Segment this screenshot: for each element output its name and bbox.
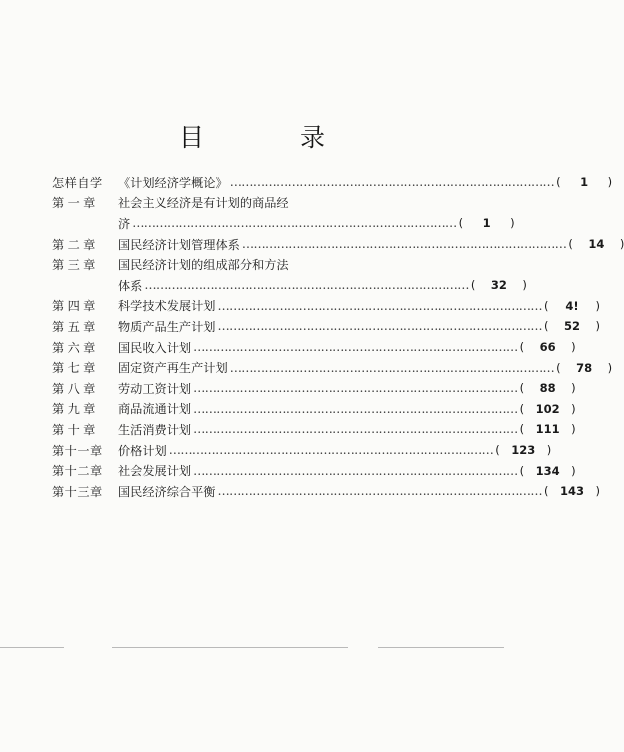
toc-entry-line — [52, 254, 374, 275]
page-paren-open: ( — [568, 237, 573, 252]
page-paren-open: ( — [543, 319, 549, 334]
toc-chapter-number: 第十三章 — [52, 484, 103, 499]
page-paren-close: ) — [595, 319, 600, 334]
toc-page-number — [520, 464, 576, 478]
page-paren-open: ( — [458, 216, 464, 231]
toc-chapter-title: 国民经济计划管理体系 — [118, 237, 240, 252]
toc-leader-dots: ………………………………………………………………………… — [217, 319, 542, 334]
toc-page-number — [568, 237, 624, 251]
toc-chapter-number: 第七章 — [52, 361, 99, 376]
toc-leader-dots: ………………………………………………………………………… — [193, 381, 518, 396]
page-number-value: 52 — [563, 319, 580, 334]
page-paren-open: ( — [519, 340, 525, 355]
page-paren-open: ( — [470, 278, 476, 293]
bottom-rule-right — [378, 647, 504, 648]
toc-entry[interactable] — [52, 419, 576, 440]
page-paren-close: ) — [571, 422, 576, 437]
toc-entry-line — [52, 481, 600, 502]
toc-chapter-title: 科学技术发展计划 — [118, 299, 216, 314]
page-paren-close: ) — [607, 175, 613, 190]
toc-chapter-title: 社会主义经济是有计划的商品经 — [118, 196, 289, 211]
toc-leader-dots: ………………………………………………………………………… — [217, 298, 542, 313]
toc-page-number — [556, 175, 612, 189]
toc-entry[interactable] — [52, 481, 600, 502]
toc-chapter-title: 国民经济综合平衡 — [118, 484, 216, 499]
page-paren-close: ) — [522, 278, 527, 293]
table-of-contents — [52, 172, 624, 502]
toc-entry[interactable] — [52, 399, 576, 420]
toc-entry[interactable] — [52, 316, 600, 337]
toc-chapter-number: 第二章 — [52, 237, 99, 252]
toc-entry-line — [52, 399, 576, 420]
toc-entry-line — [52, 172, 613, 193]
toc-chapter-number: 怎样自学 — [52, 175, 103, 190]
toc-entry-line — [52, 378, 576, 399]
toc-entry[interactable] — [52, 378, 576, 399]
toc-entry-line — [52, 337, 576, 358]
page-number-value: 66 — [539, 340, 556, 355]
page-paren-close: ) — [607, 360, 613, 375]
toc-entry-line — [52, 234, 624, 255]
toc-entry-line — [52, 296, 600, 317]
page-number-value: 111 — [535, 422, 560, 437]
toc-leader-dots: ………………………………………………………………………… — [193, 422, 518, 437]
toc-page-number — [520, 381, 576, 395]
page-paren-open: ( — [495, 443, 500, 458]
toc-leader-dots: ………………………………………………………………………… — [229, 175, 555, 190]
toc-chapter-number: 第十一章 — [52, 443, 103, 458]
page-number-value: 4! — [565, 298, 579, 313]
toc-entry[interactable] — [52, 172, 613, 193]
toc-chapter-title: 生活消费计划 — [118, 422, 192, 437]
toc-chapter-number: 第三章 — [52, 258, 99, 273]
toc-page-number — [520, 422, 576, 436]
toc-chapter-title: 固定资产再生产计划 — [118, 361, 228, 376]
toc-entry[interactable] — [52, 357, 613, 378]
toc-entry[interactable] — [52, 460, 576, 481]
toc-page-number — [495, 443, 551, 457]
toc-page-number — [544, 299, 600, 313]
toc-entry[interactable] — [52, 440, 552, 461]
toc-leader-dots: ………………………………………………………………………… — [144, 278, 469, 293]
toc-page-number — [544, 484, 600, 498]
toc-entry[interactable] — [52, 234, 624, 255]
page-paren-close: ) — [546, 443, 552, 458]
page-number-value: 14 — [588, 237, 605, 252]
toc-entry-line — [52, 316, 600, 337]
toc-chapter-title: 物质产品生产计划 — [118, 319, 216, 334]
page-paren-open: ( — [519, 401, 525, 416]
page-paren-close: ) — [595, 484, 600, 499]
page-number-value: 32 — [490, 278, 507, 293]
toc-chapter-number: 第五章 — [52, 319, 99, 334]
page-paren-open: ( — [519, 381, 525, 396]
toc-leader-dots: ………………………………………………………………………… — [132, 216, 457, 231]
page-number-value: 102 — [535, 401, 560, 416]
page-paren-close: ) — [571, 340, 576, 355]
page-paren-open: ( — [519, 463, 525, 478]
page-paren-close: ) — [595, 298, 600, 313]
toc-chapter-number: 第九章 — [52, 402, 99, 417]
page-paren-close: ) — [571, 463, 576, 478]
toc-chapter-number: 第十二章 — [52, 464, 103, 479]
toc-page-number — [471, 278, 527, 292]
toc-leader-dots: ………………………………………………………………………… — [229, 360, 555, 375]
toc-entry[interactable] — [52, 337, 576, 358]
page-paren-open: ( — [556, 175, 561, 190]
toc-entry[interactable] — [52, 193, 515, 234]
toc-chapter-title: 社会发展计划 — [118, 464, 192, 479]
toc-entry[interactable] — [52, 254, 527, 295]
page-paren-close: ) — [510, 216, 515, 231]
page-paren-open: ( — [556, 360, 561, 375]
bottom-rule-left — [0, 647, 64, 648]
page-paren-open: ( — [519, 422, 525, 437]
toc-chapter-title: 体系 — [118, 278, 143, 293]
page-paren-close: ) — [571, 381, 576, 396]
toc-chapter-title: 商品流通计划 — [118, 402, 192, 417]
page-number-value: 88 — [539, 381, 556, 396]
toc-entry-line — [52, 193, 374, 214]
toc-leader-dots: ………………………………………………………………………… — [193, 340, 518, 355]
toc-entry[interactable] — [52, 296, 600, 317]
toc-chapter-title: 《计划经济学概论》 — [118, 175, 228, 190]
toc-leader-dots: ………………………………………………………………………… — [168, 443, 494, 458]
toc-page-number — [520, 340, 576, 354]
toc-leader-dots: ………………………………………………………………………… — [193, 401, 518, 416]
toc-entry-line — [52, 357, 613, 378]
page-paren-open: ( — [543, 298, 549, 313]
toc-page-number — [544, 319, 600, 333]
page-number-value: 123 — [511, 443, 536, 458]
toc-chapter-number: 第一章 — [52, 196, 99, 211]
toc-chapter-title: 济 — [118, 216, 131, 231]
toc-leader-dots: ………………………………………………………………………… — [241, 237, 567, 252]
toc-chapter-title: 国民经济计划的组成部分和方法 — [118, 258, 289, 273]
page-number-value: 78 — [576, 360, 593, 375]
page-number-value: 143 — [559, 484, 584, 499]
toc-entry-line — [52, 460, 576, 481]
toc-chapter-number: 第四章 — [52, 299, 99, 314]
page-paren-close: ) — [571, 401, 576, 416]
toc-chapter-title: 国民收入计划 — [118, 340, 192, 355]
toc-chapter-number: 第六章 — [52, 340, 99, 355]
toc-page-number — [459, 216, 515, 230]
toc-entry-line — [52, 213, 515, 234]
toc-chapter-title: 劳动工资计划 — [118, 381, 192, 396]
toc-chapter-number: 第八章 — [52, 381, 99, 396]
page-paren-close: ) — [619, 237, 624, 252]
page-number-value: 1 — [482, 216, 491, 231]
toc-page-number — [556, 361, 612, 375]
toc-chapter-title: 价格计划 — [118, 443, 167, 458]
page-paren-open: ( — [543, 484, 549, 499]
page-title: 目 录 — [179, 123, 369, 152]
toc-leader-dots: ………………………………………………………………………… — [193, 463, 518, 478]
page-number-value: 134 — [535, 463, 560, 478]
bottom-rule-center — [112, 647, 348, 648]
toc-chapter-number: 第十章 — [52, 422, 99, 437]
toc-page-number — [520, 402, 576, 416]
toc-entry-line — [52, 419, 576, 440]
toc-entry-line — [52, 440, 552, 461]
toc-entry-line — [52, 275, 527, 296]
toc-leader-dots: ………………………………………………………………………… — [217, 484, 542, 499]
page-number-value: 1 — [580, 175, 589, 190]
